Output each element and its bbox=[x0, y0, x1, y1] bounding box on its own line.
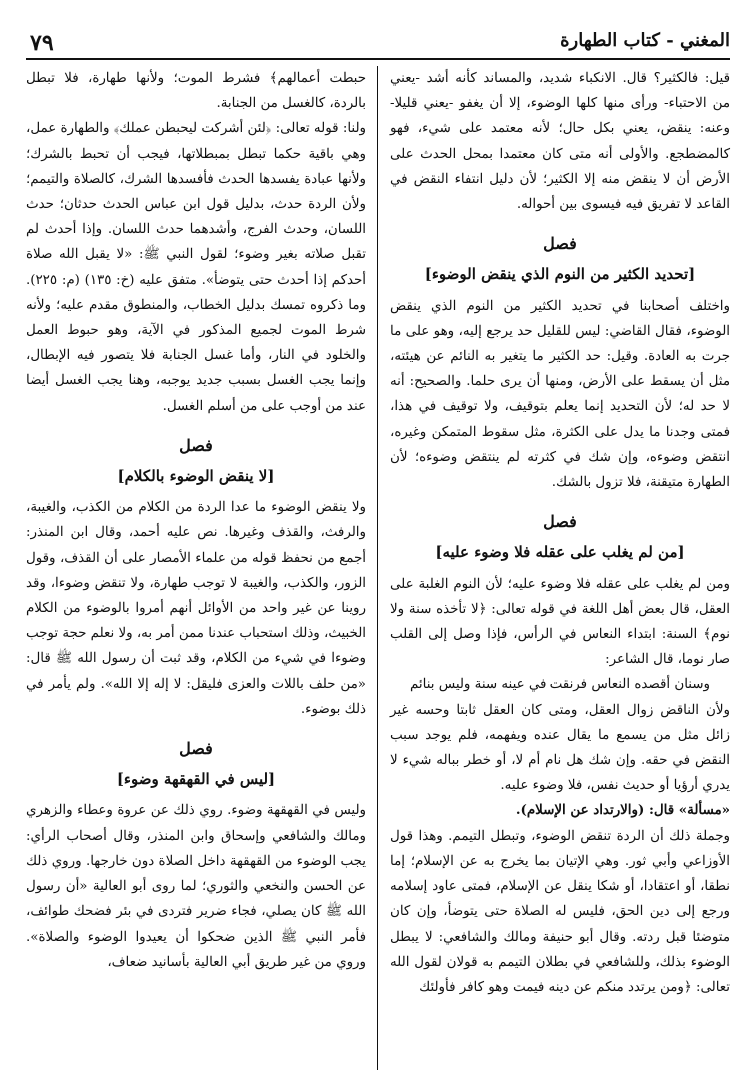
section-heading: فصل bbox=[543, 512, 577, 532]
column-divider bbox=[377, 66, 378, 1070]
paragraph: واختلف أصحابنا في تحديد الكثير من النوم الذي ينقض الوضوء، فقال القاضي: ليس للقليل حد يرجع إليه، وهو على ما جرت به العادة. وقيل: حد الكثير ما يتغير به النائم عن هيئته، مثل أن يسقط على الأرض، ومنها أن يرى حلما. والصحيح: أنه لا حد له؛ لأن التحديد إنما يعلم بتوقيف، ولا توقيف في هذا، فمتى وجدنا ما يدل على الكثرة، مثل سقوط المتمكن وغيره، انتقض وضوءه، وإن شك في كثرته لم ينتقض وضوءه؛ لأن الطهارة متيقنة، فلا تزول بالشك. bbox=[390, 298, 730, 491]
page-number: ٧٩ bbox=[30, 30, 54, 56]
paragraph: حبطت أعمالهم﴾ فشرط الموت؛ ولأنها طهارة، فلا تبطل بالردة، كالغسل من الجنابة. bbox=[26, 71, 366, 112]
paragraph: وجملة ذلك أن الردة تنقض الوضوء، وتبطل التيمم. وهذا قول الأوزاعي وأبي ثور. وهي الإتيان بما يخرج به عن الإسلام؛ إما نطقا، أو اعتقادا، أو شكا ينقل عن الإسلام، فمتى عاود إسلامه ورجع إلى دين الحق، فليس له الصلاة حتى يتوضأ، وإن كان متوضئا قبل ردته. وقال أبو حنيفة ومالك والشافعي: لا يبطل الوضوء بذلك، وللشافعي في بطلان التيمم به قولان لقول الله تعالى: ﴿ومن يرتدد منكم عن دينه فيمت وهو كافر فأولئك bbox=[390, 828, 730, 995]
verse-hemistich: في عينه سنة وليس بنائم bbox=[410, 677, 547, 693]
poetry-verse bbox=[390, 672, 730, 697]
masala-heading: «مسألة» قال: (والارتداد عن الإسلام). bbox=[515, 802, 730, 819]
page-header bbox=[26, 24, 730, 60]
section-title: [لا ينقض الوضوء بالكلام] bbox=[117, 467, 275, 486]
paragraph: ولنا: قوله تعالى: ﴿لئن أشركت ليحبطن عملك﴾ والطهارة عمل، وهي باقية حكما تبطل بمبطلاتها، فيجب أن تحبط بالشرك؛ ولأنها عبادة يفسدها الحدث فأفسدها الشرك، كالصلاة والتيمم؛ ولأن الردة حدث، بدليل قول ابن عباس الحدث حدثان؛ حدث اللسان، وحدث الفرج، وأشدهما حدث اللسان. وإذا أحدث لم تقبل صلاته بغير وضوء؛ لقول النبي ﷺ: «لا يقبل الله صلاة أحدكم إذا أحدث حتى يتوضأ». متفق عليه (خ: ١٣٥) (م: ٢٢٥). وما ذكروه تمسك بدليل الخطاب، والمنطوق مقدم عليه؛ ولأنه شرط الموت لجميع المذكور في الآية، وهو حبوط العمل والخلود في النار، وأما غسل الجنابة فلا يتصور فيه الإبطال، وإنما يجب الغسل بسبب جديد يوجبه، وهنا يجب الغسل أيضا عند من أوجب على من أسلم الغسل. bbox=[26, 121, 366, 414]
section-heading: فصل bbox=[543, 234, 577, 254]
section-heading: فصل bbox=[179, 739, 213, 759]
section-heading: فصل bbox=[179, 435, 213, 455]
paragraph: قيل: فالكثير؟ قال. الانكباء شديد، والمساند كأنه أشد -يعني من الاحتباء- ورأى منها كلها الوضوء، إلا أن يغفو -يعني قليلا- وعنه: ينقض، يعني بكل حال؛ لأنه معتمد على شيء، فهو كالمضطجع. والأولى أنه متى كان معتمدا بمحل الحدث على الأرض أن لا ينقض منه إلا الكثير؛ لأن دليل انتفاء النقض في القاعد لا تفريق فيه فيسوى بين أحواله. bbox=[390, 71, 730, 213]
paragraph: ومن لم يغلب على عقله فلا وضوء عليه؛ لأن النوم الغلبة على العقل، قال بعض أهل اللغة في قوله تعالى: ﴿لا تأخذه سنة ولا نوم﴾ السنة: ابتداء النعاس في الرأس، فإذا وصل إلى القلب صار نوما، قال الشاعر: bbox=[390, 576, 730, 668]
verse-hemistich: وسنان أقصده النعاس فرنقت bbox=[549, 677, 710, 693]
section-title: [ليس في القهقهة وضوء] bbox=[116, 770, 276, 789]
paragraph: ولأن الناقض زوال العقل، ومتى كان العقل ثابتا وحسه غير زائل مثل من يسمع ما يقال عنده ويفهمه، فلم يوجد سبب النقض في حقه. وإن شك هل نام أم لا، أو خطر بباله شيء لا يدري أرؤيا أو حديث نفس، فلا وضوء عليه. bbox=[390, 702, 730, 794]
paragraph: ولا ينقض الوضوء ما عدا الردة من الكلام من الكذب، والغيبة، والرفث، والقذف وغيرها. نص عليه أحمد، وقال ابن المنذر: أجمع من نحفظ قوله من علماء الأمصار على أن القذف، وقول الزور، والكذب، والغيبة لا توجب طهارة، ولا تنقض وضوءا، وقد روينا عن غير واحد من الأوائل أنهم أمروا بالوضوء من الكلام الخبيث، وذلك استحباب عندنا ممن أمر به، ولا نعلم حجة توجب وضوءا في شيء من الكلام، وقد ثبت أن رسول الله ﷺ قال: «من حلف باللات والعزى فليقل: لا إله إلا الله». ولم يأمر في ذلك بوضوء. bbox=[26, 500, 366, 717]
left-column bbox=[26, 66, 366, 975]
running-title: المغني - كتاب الطهارة bbox=[560, 30, 730, 51]
section-title: [تحديد الكثير من النوم الذي ينقض الوضوء] bbox=[424, 265, 696, 284]
section-title: [من لم يغلب على عقله فلا وضوء عليه] bbox=[435, 543, 685, 562]
right-column bbox=[390, 66, 730, 1000]
paragraph: وليس في القهقهة وضوء. روي ذلك عن عروة وعطاء والزهري ومالك والشافعي وإسحاق وابن المنذر، وقال أصحاب الرأي: يجب الوضوء من القهقهة داخل الصلاة دون خارجها. وروي ذلك عن الحسن والنخعي والثوري؛ لما روى أبو العالية «أن رسول الله ﷺ كان يصلي، فجاء ضرير فتردى في بئر فضحك طوائف، فأمر النبي ﷺ الذين ضحكوا أن يعيدوا الوضوء والصلاة». وروي من غير طريق أبي العالية بأسانيد ضعاف، bbox=[26, 803, 366, 970]
